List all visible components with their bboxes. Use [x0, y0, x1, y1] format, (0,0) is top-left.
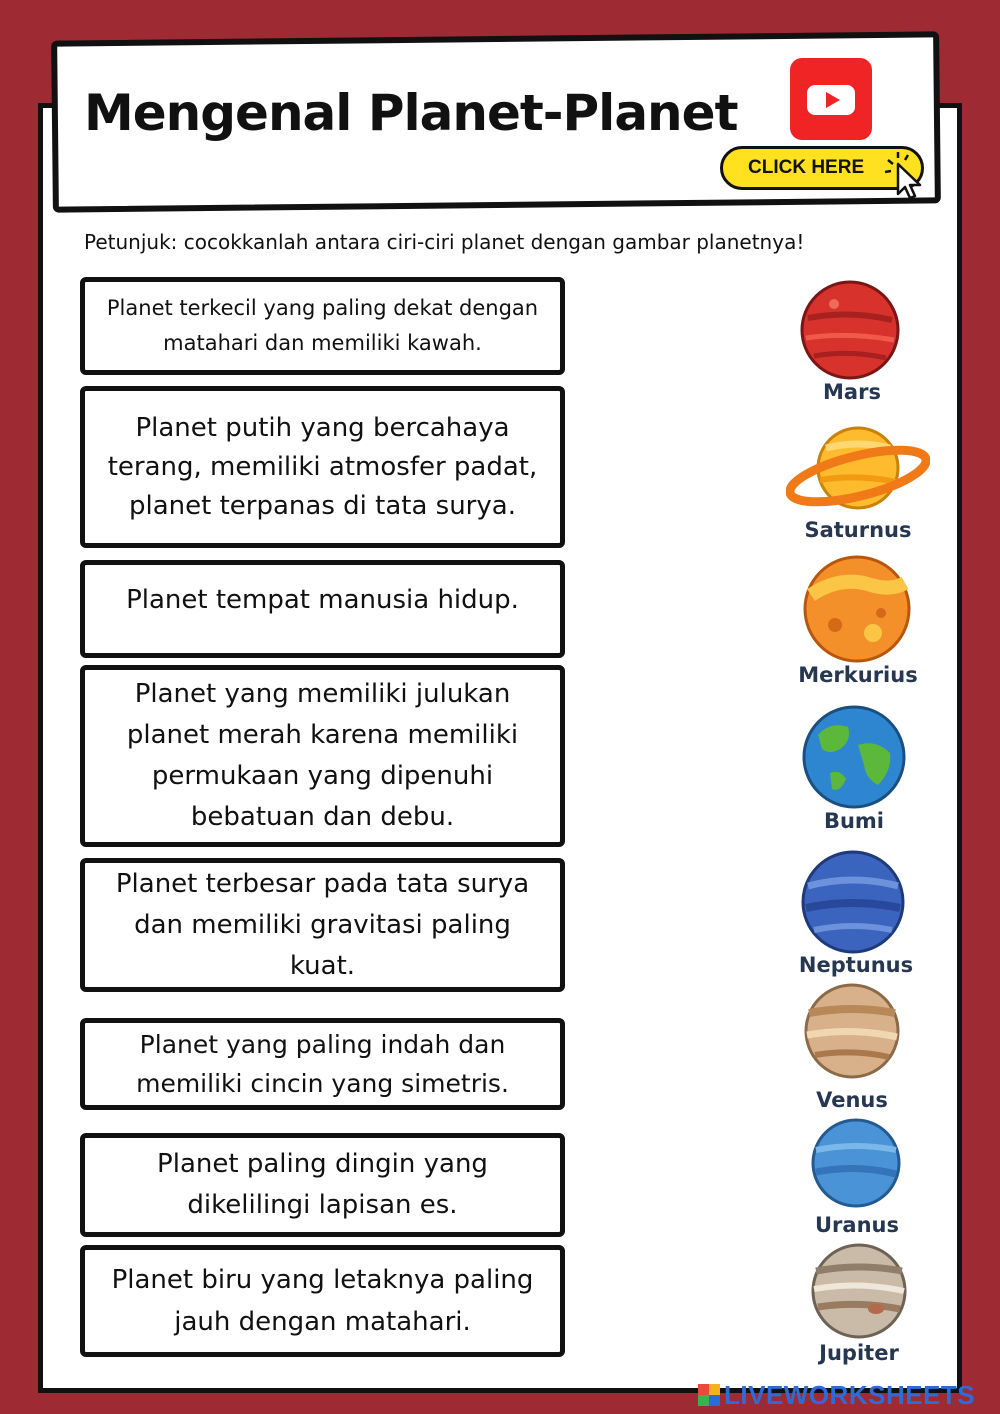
click-here-button[interactable]: CLICK HERE [720, 146, 924, 190]
saturn-planet-icon[interactable] [786, 418, 930, 518]
planet-label-neptunus: Neptunus [798, 953, 914, 977]
liveworksheets-logo-icon [698, 1384, 720, 1406]
description-card[interactable] [80, 665, 565, 847]
planet-label-venus: Venus [816, 1088, 888, 1112]
card-text: Planet terkecil yang paling dekat dengan matahari dan memiliki kawah. [106, 296, 539, 355]
neptune-planet-icon[interactable] [800, 850, 906, 954]
card-text: Planet paling dingin yang dikelilingi lapisan es. [157, 1149, 488, 1220]
jupiter-planet-icon[interactable] [810, 1243, 908, 1339]
description-card[interactable] [80, 277, 565, 375]
card-text: Planet biru yang letaknya paling jauh dengan matahari. [111, 1265, 534, 1337]
description-card[interactable] [80, 858, 565, 992]
card-text: Planet putih yang bercahaya terang, memiliki atmosfer padat, planet terpanas di tata surya. [107, 412, 538, 521]
mercury-planet-icon[interactable] [801, 555, 913, 663]
card-text: Planet yang paling indah dan memiliki cincin yang simetris. [136, 1030, 509, 1098]
cursor-click-icon [882, 150, 932, 200]
planet-label-saturnus: Saturnus [804, 518, 912, 542]
planet-label-bumi: Bumi [823, 809, 885, 833]
planet-label-jupiter: Jupiter [819, 1341, 899, 1365]
description-card[interactable] [80, 1018, 565, 1110]
planet-label-mars: Mars [823, 380, 881, 404]
planet-label-uranus: Uranus [815, 1213, 899, 1237]
card-text: Planet yang memiliki julukan planet merah karena memiliki permukaan yang dipenuhi bebatuan dan debu. [126, 679, 519, 832]
mars-planet-icon[interactable] [798, 280, 902, 380]
description-card[interactable] [80, 1133, 565, 1237]
liveworksheets-watermark [724, 1380, 975, 1411]
earth-planet-icon[interactable] [800, 705, 908, 809]
footer-text: LIVEWORKSHEETS [724, 1380, 976, 1410]
venus-planet-icon[interactable] [803, 983, 901, 1079]
description-card[interactable] [80, 560, 565, 658]
description-card[interactable] [80, 386, 565, 548]
uranus-planet-icon[interactable] [810, 1118, 902, 1208]
page-title: Mengenal Planet-Planet [84, 84, 738, 142]
card-text: Planet tempat manusia hidup. [126, 585, 519, 615]
youtube-play-icon[interactable] [790, 58, 872, 140]
planet-label-merkurius: Merkurius [798, 663, 918, 687]
description-card[interactable] [80, 1245, 565, 1357]
instruction-text: Petunjuk: cocokkanlah antara ciri-ciri planet dengan gambar planetnya! [84, 230, 805, 254]
card-text: Planet terbesar pada tata surya dan memiliki gravitasi paling kuat. [115, 868, 530, 981]
